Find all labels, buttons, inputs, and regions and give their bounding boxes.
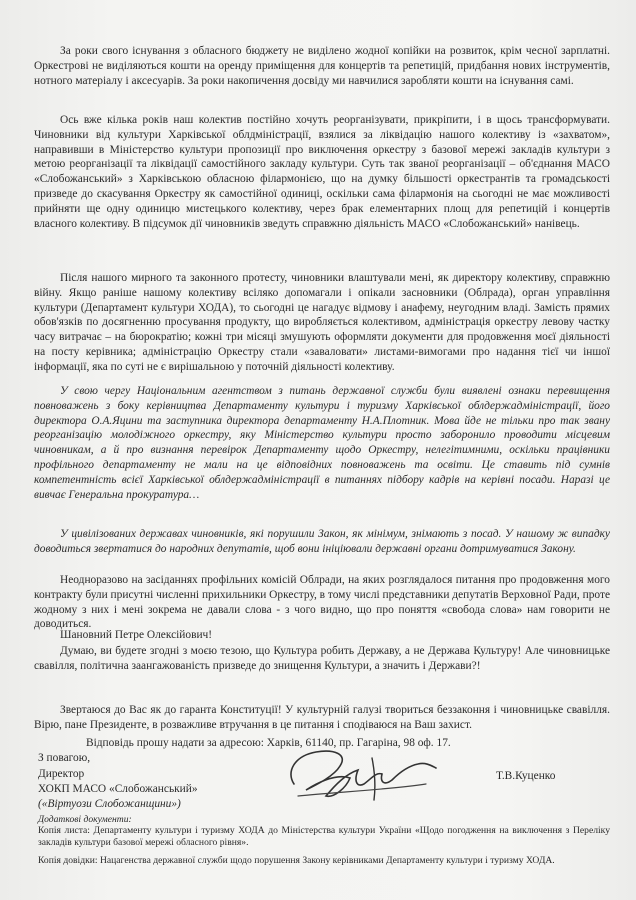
attachment-item: Копія довідки: Нацагенства державної служби щодо порушення Закону керівниками Департаменту культури і туризму ХОДА. bbox=[38, 855, 555, 866]
signer-organization: ХОКП МАСО «Слобожанський» bbox=[38, 783, 198, 795]
paragraph-culture-state bbox=[34, 644, 610, 674]
paragraph-protest bbox=[34, 271, 610, 375]
paragraph-text: Думаю, ви будете згодні з моєю тезою, що Культура робить Державу, а не Держава Культуру! Але чиновницьке свавілля, політична заангажованість призведе до знищення Культури, а значить і Держави?! bbox=[34, 645, 610, 672]
signer-title-director: Директор bbox=[38, 768, 85, 780]
paragraph-appeal bbox=[34, 703, 610, 733]
signer-name: Т.В.Куценко bbox=[496, 770, 556, 782]
paragraph-text: У цивілізованих державах чиновників, які порушили Закон, як мінімум, знімають з посад. У нашому ж випадку доводиться звертатися до народних депутатів, щоб вони ініціювали державні органи дотримуватися Закону. bbox=[34, 528, 610, 555]
reply-address: Відповідь прошу надати за адресою: Харків, 61140, пр. Гагаріна, 98 оф. 17. bbox=[86, 737, 451, 749]
handwritten-signature bbox=[276, 744, 442, 808]
paragraph-commissions bbox=[34, 573, 610, 632]
salutation bbox=[34, 628, 610, 643]
paragraph-text: У свою чергу Національним агентством з питань державної служби були виявлені ознаки перевищення повноважень з боку керівництва Департаменту культури і туризму Харківської облдержадміністрації, його директора О.А.Яцини та заступника директора департаменту Н.А.Плотник. Мова йде не тільки про так звану реорганізацію молодіжного оркестру, яку Міністерство культури просто заборонило проводити місцевим чиновникам, а й про визнання перевірок Департаменту щодо Оркестру, нелегітимними, оскільки працівники профільного департаменту не мали на це відповідних повноважень та освіти. Це ставить під сумнів компетентність всієї Харківської облдержадміністрації в питаннях підбору кадрів на керівні посади. Наразі це вивчає Генеральна прокуратура… bbox=[34, 385, 610, 501]
paragraph-reorganization bbox=[34, 113, 610, 231]
attachments-label: Додаткові документи: bbox=[38, 814, 132, 825]
paragraph-budget bbox=[34, 44, 610, 88]
paragraph-agency-findings bbox=[34, 384, 610, 502]
salutation-text: Шановний Петре Олексійович! bbox=[60, 629, 213, 641]
paragraph-text: За роки свого існування з обласного бюджету не виділено жодної копійки на розвиток, крім чесної зарплатні. Оркестрові не виділяються кошти на оренду приміщення для концертів та репетицій, придбання нових інструментів, нотного матеріалу і аксесуарів. За роки накопичення досвіду ми навчилися заробляти кошти на існування самі. bbox=[34, 45, 610, 87]
paragraph-text: Після нашого мирного та законного протесту, чиновники влаштували мені, як директору колективу, справжню війну. Якщо раніше нашому колективу всіляко допомагали і опікали засновники (Облрада), орган управління культури (Департамент культури ХОДА), то сьогодні це нагадує відмову і анафему, неугодним владі. Замість прямих обов'язків по досягненню просування продукту, що виробляється колективом, адміністрація оркестру левову частку часу витрачає – на бюрократію; кожні три місяці змушують оформляти документи для продовження моєї діяльності на посту керівника; адміністрацію Оркестру стали «заваловати» листами-вимогами про надання тієї чи іншої інформації, яка по суті не є вирішальною у поточній діяльності колективу. bbox=[34, 272, 610, 373]
signer-organization-alias: («Віртуози Слобожанщини») bbox=[38, 798, 181, 810]
closing-regards: З повагою, bbox=[38, 752, 91, 764]
paragraph-text: Неодноразово на засіданнях профільних комісій Облради, на яких розглядалося питання про продовження мого контракту були присутні численні прихильники Оркестру, в тому числі представники депутатів Верховної Ради, проте жодному з них і мені зокрема не давали слова - з чого видно, що про поняття «свобода слова» нам говорити не доводиться. bbox=[34, 574, 611, 631]
paragraph-text: Ось вже кілька років наш колектив постійно хочуть реорганізувати, прикріпити, і в щось трансформувати. Чиновники від культури Харківської облдміністрації, взялися за ліквідацію нашого колективу із «захватом», направивши в Міністерство культури пропозиції про виключення оркестру з базової мережі закладів культури з метою реорганізації та ліквідації самостійного закладу культури. Суть так званої реорганізації – об'єднання МАСО «Слобожанський» з Харківською обласною філармонією, що на думку більшості оркестрантів та громадськості призведе до скасування Оркестру як самостійної одиниці, оскільки сама філармонія на сьогодні не має можливості прийняти ще одну одиницю мистецького колективу, через брак елементарних площ для репетицій і концертів власного колективу. В підсумок дії чиновників зведуть справжню діяльність МАСО «Слобожанський» нанівець. bbox=[34, 114, 610, 230]
paragraph-text: Звертаюся до Вас як до гаранта Конституції! У культурній галузі твориться беззаконня і чиновницьке свавілля. Вірю, пане Президенте, в розважливе втручання в це питання і сподіваюся на Ваш захист. bbox=[34, 704, 610, 731]
attachment-item: Копія листа: Департаменту культури і туризму ХОДА до Міністерства культури України «Щодо погодження на виключення з Переліку закладів культури базової мережі обласного рівня». bbox=[38, 825, 610, 848]
paragraph-civilized-states bbox=[34, 527, 610, 557]
